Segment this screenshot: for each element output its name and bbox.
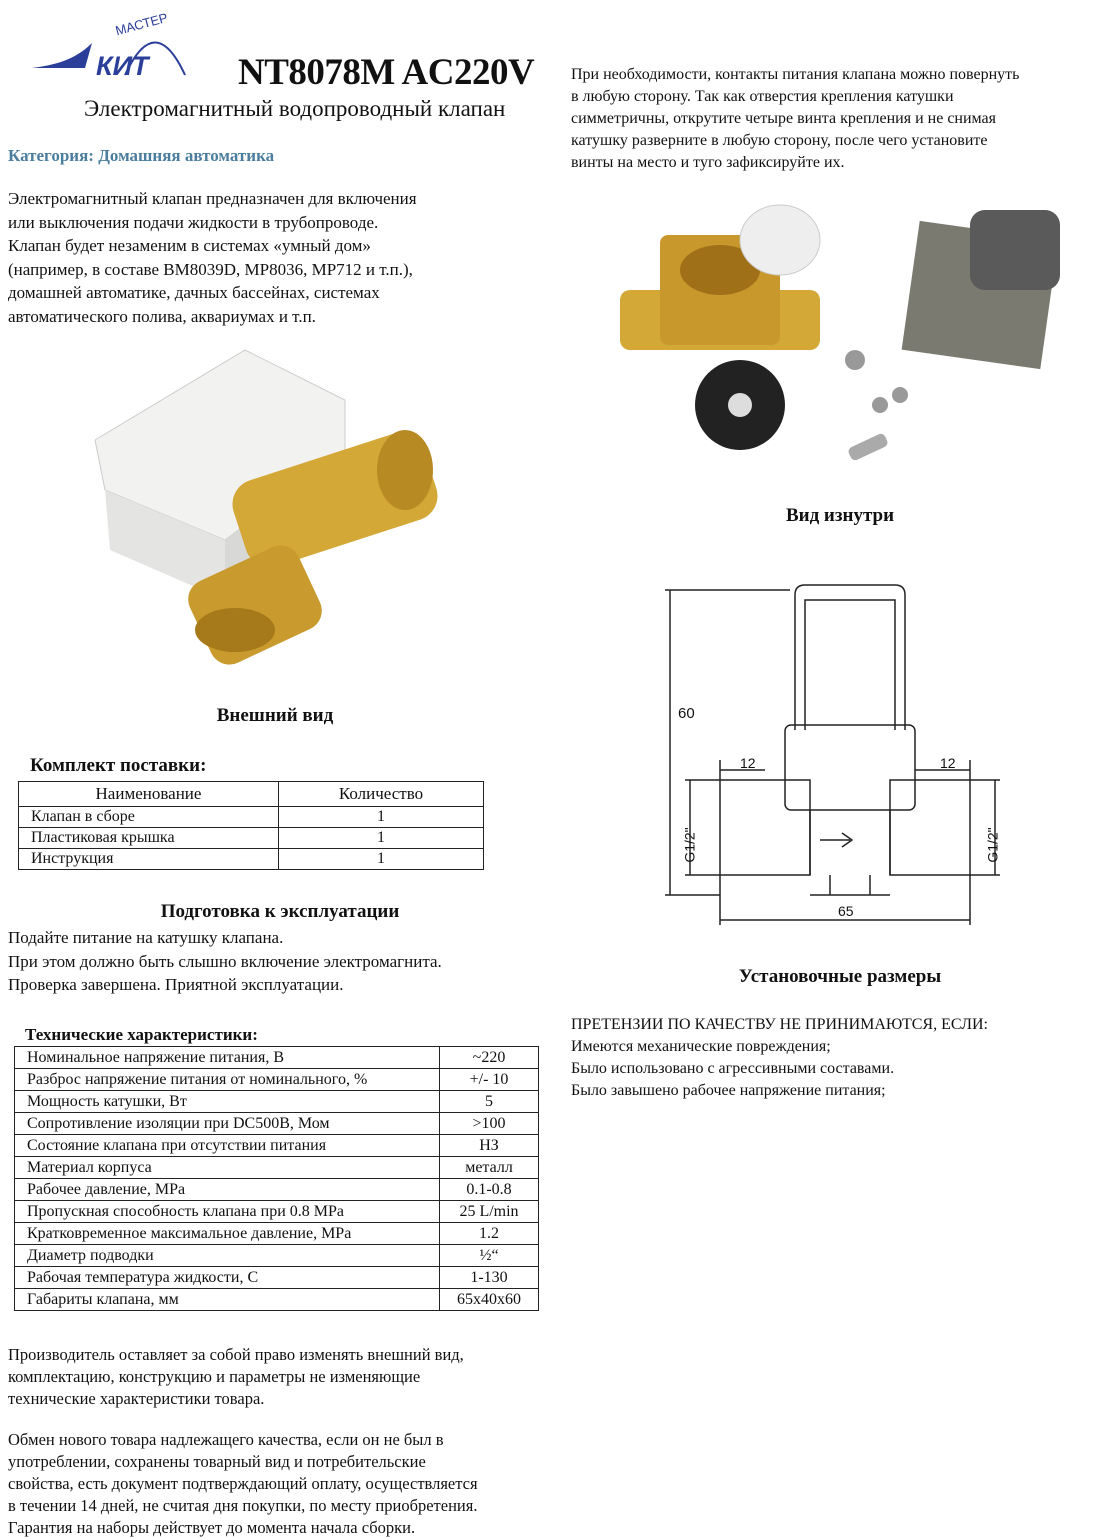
intro-line: (например, в составе BM8039D, MP8036, MP712 и т.п.), (8, 259, 413, 279)
spec-value: металл (440, 1157, 539, 1179)
thread-length-right: 12 (940, 755, 956, 771)
table-row (19, 807, 484, 828)
prep-line: При этом должно быть слышно включение электромагнита. (8, 951, 442, 971)
height-dimension: 60 (678, 705, 695, 722)
note-line: комплектацию, конструкцию и параметры не изменяющие (8, 1367, 421, 1386)
note-line: Обмен нового товара надлежащего качества, если он не был в (8, 1430, 444, 1449)
prep-line: Проверка завершена. Приятной эксплуатации. (8, 975, 344, 994)
cell: 1 (279, 807, 484, 828)
spec-name: Материал корпуса (15, 1157, 440, 1179)
claims-line: Имеются механические повреждения; (571, 1038, 831, 1055)
claims-line: Было завышено рабочее напряжение питания; (571, 1082, 886, 1099)
spec-value: 65x40x60 (440, 1289, 539, 1311)
spec-row (15, 1157, 539, 1179)
category-label: Категория: Домашняя автоматика (8, 146, 275, 165)
prep-heading: Подготовка к эксплуатации (160, 901, 400, 922)
kit-table (18, 781, 484, 870)
column-header: Количество (279, 782, 484, 807)
spec-name: Пропускная способность клапана при 0.8 MPa (15, 1201, 440, 1223)
spec-value: НЗ (440, 1135, 539, 1157)
rotation-note (571, 64, 1019, 174)
spec-row (15, 1069, 539, 1091)
note-line: свойства, есть документ подтверждающий оплату, осуществляется (8, 1474, 478, 1493)
table-row (19, 849, 484, 870)
spec-value: ½“ (440, 1245, 539, 1267)
inside-view-caption: Вид изнутри (785, 505, 895, 526)
spec-row (15, 1113, 539, 1135)
spec-row (15, 1223, 539, 1245)
spec-row (15, 1179, 539, 1201)
spec-value: 0.1-0.8 (440, 1179, 539, 1201)
prep-text (8, 926, 442, 997)
note-line: симметричны, открутите четыре винта крепления и не снимая (571, 110, 997, 127)
manufacturer-note (8, 1344, 464, 1410)
cell: 1 (279, 828, 484, 849)
spec-name: Габариты клапана, мм (15, 1289, 440, 1311)
product-subtitle: Электромагнитный водопроводный клапан (84, 96, 506, 121)
spec-value: >100 (440, 1113, 539, 1135)
spec-name: Кратковременное максимальное давление, MPa (15, 1223, 440, 1245)
note-line: Производитель оставляет за собой право изменять внешний вид, (8, 1345, 464, 1364)
spec-value: +/- 10 (440, 1069, 539, 1091)
spec-row (15, 1289, 539, 1311)
spec-row (15, 1047, 539, 1069)
column-header: Наименование (19, 782, 279, 807)
spec-value: 1-130 (440, 1267, 539, 1289)
table-row (19, 828, 484, 849)
claims-notice (571, 1014, 988, 1102)
spec-name: Рабочая температура жидкости, С (15, 1267, 440, 1289)
svg-text:МАСТЕР: МАСТЕР (113, 9, 170, 39)
intro-line: Клапан будет незаменим в системах «умный дом» (8, 236, 371, 255)
product-title: NT8078M AC220V (238, 52, 535, 93)
valve-external-photo (85, 340, 445, 680)
master-kit-logo (30, 5, 190, 77)
intro-line: Электромагнитный клапан предназначен для включения (8, 189, 417, 208)
spec-row (15, 1267, 539, 1289)
note-line: употреблении, сохранены товарный вид и потребительские (8, 1452, 426, 1471)
length-dimension: 65 (838, 903, 854, 919)
thread-size-left: G1/2" (681, 827, 698, 863)
note-line: Гарантия на наборы действует до момента начала сборки. (8, 1518, 416, 1537)
claims-line: Было использовано с агрессивными составами. (571, 1060, 895, 1077)
spec-name: Рабочее давление, MPa (15, 1179, 440, 1201)
spec-name: Сопротивление изоляции при DC500В, Мом (15, 1113, 440, 1135)
valve-inside-photo (610, 200, 1070, 490)
note-line: в течении 14 дней, не считая дня покупки, по месту приобретения. (8, 1496, 478, 1515)
spec-value: 1.2 (440, 1223, 539, 1245)
cell: Инструкция (19, 849, 279, 870)
intro-line: или выключения подачи жидкости в трубопроводе. (8, 212, 379, 232)
spec-row (15, 1201, 539, 1223)
kit-heading: Комплект поставки: (30, 755, 207, 776)
cell: 1 (279, 849, 484, 870)
spec-value: 5 (440, 1091, 539, 1113)
spec-row (15, 1245, 539, 1267)
intro-text (8, 187, 417, 328)
dimensions-caption: Установочные размеры (738, 966, 942, 987)
spec-name: Состояние клапана при отсутствии питания (15, 1135, 440, 1157)
prep-line: Подайте питание на катушку клапана. (8, 928, 284, 947)
note-line: катушку разверните в любую сторону, после чего установите (571, 132, 988, 149)
note-line: винты на место и туго зафиксируйте их. (571, 154, 845, 171)
external-view-caption: Внешний вид (216, 705, 334, 726)
note-line: в любую сторону. Так как отверстия крепления катушки (571, 88, 954, 105)
spec-name: Мощность катушки, Вт (15, 1091, 440, 1113)
table-header-row (19, 782, 484, 807)
spec-row (15, 1091, 539, 1113)
thread-length-left: 12 (740, 755, 756, 771)
specs-table (14, 1046, 539, 1311)
dimensions-drawing (660, 575, 1010, 935)
spec-value: 25 L/min (440, 1201, 539, 1223)
spec-name: Диаметр подводки (15, 1245, 440, 1267)
spec-value: ~220 (440, 1047, 539, 1069)
exchange-note (8, 1429, 478, 1537)
intro-line: автоматического полива, аквариумах и т.п. (8, 306, 316, 326)
spec-row (15, 1135, 539, 1157)
dimension-lines (660, 575, 1010, 935)
cell: Клапан в сборе (19, 807, 279, 828)
note-line: При необходимости, контакты питания клапана можно повернуть (571, 66, 1020, 83)
spec-name: Номинальное напряжение питания, В (15, 1047, 440, 1069)
note-line: технические характеристики товара. (8, 1389, 265, 1408)
svg-text:КИТ: КИТ (96, 51, 149, 77)
claims-line: ПРЕТЕНЗИИ ПО КАЧЕСТВУ НЕ ПРИНИМАЮТСЯ, ЕСЛИ: (571, 1016, 988, 1033)
spec-name: Разброс напряжение питания от номинального, % (15, 1069, 440, 1091)
intro-line: домашней автоматике, дачных бассейнах, системах (8, 283, 380, 302)
cell: Пластиковая крышка (19, 828, 279, 849)
thread-size-right: G1/2" (984, 827, 1001, 863)
specs-heading: Технические характеристики: (25, 1025, 258, 1044)
